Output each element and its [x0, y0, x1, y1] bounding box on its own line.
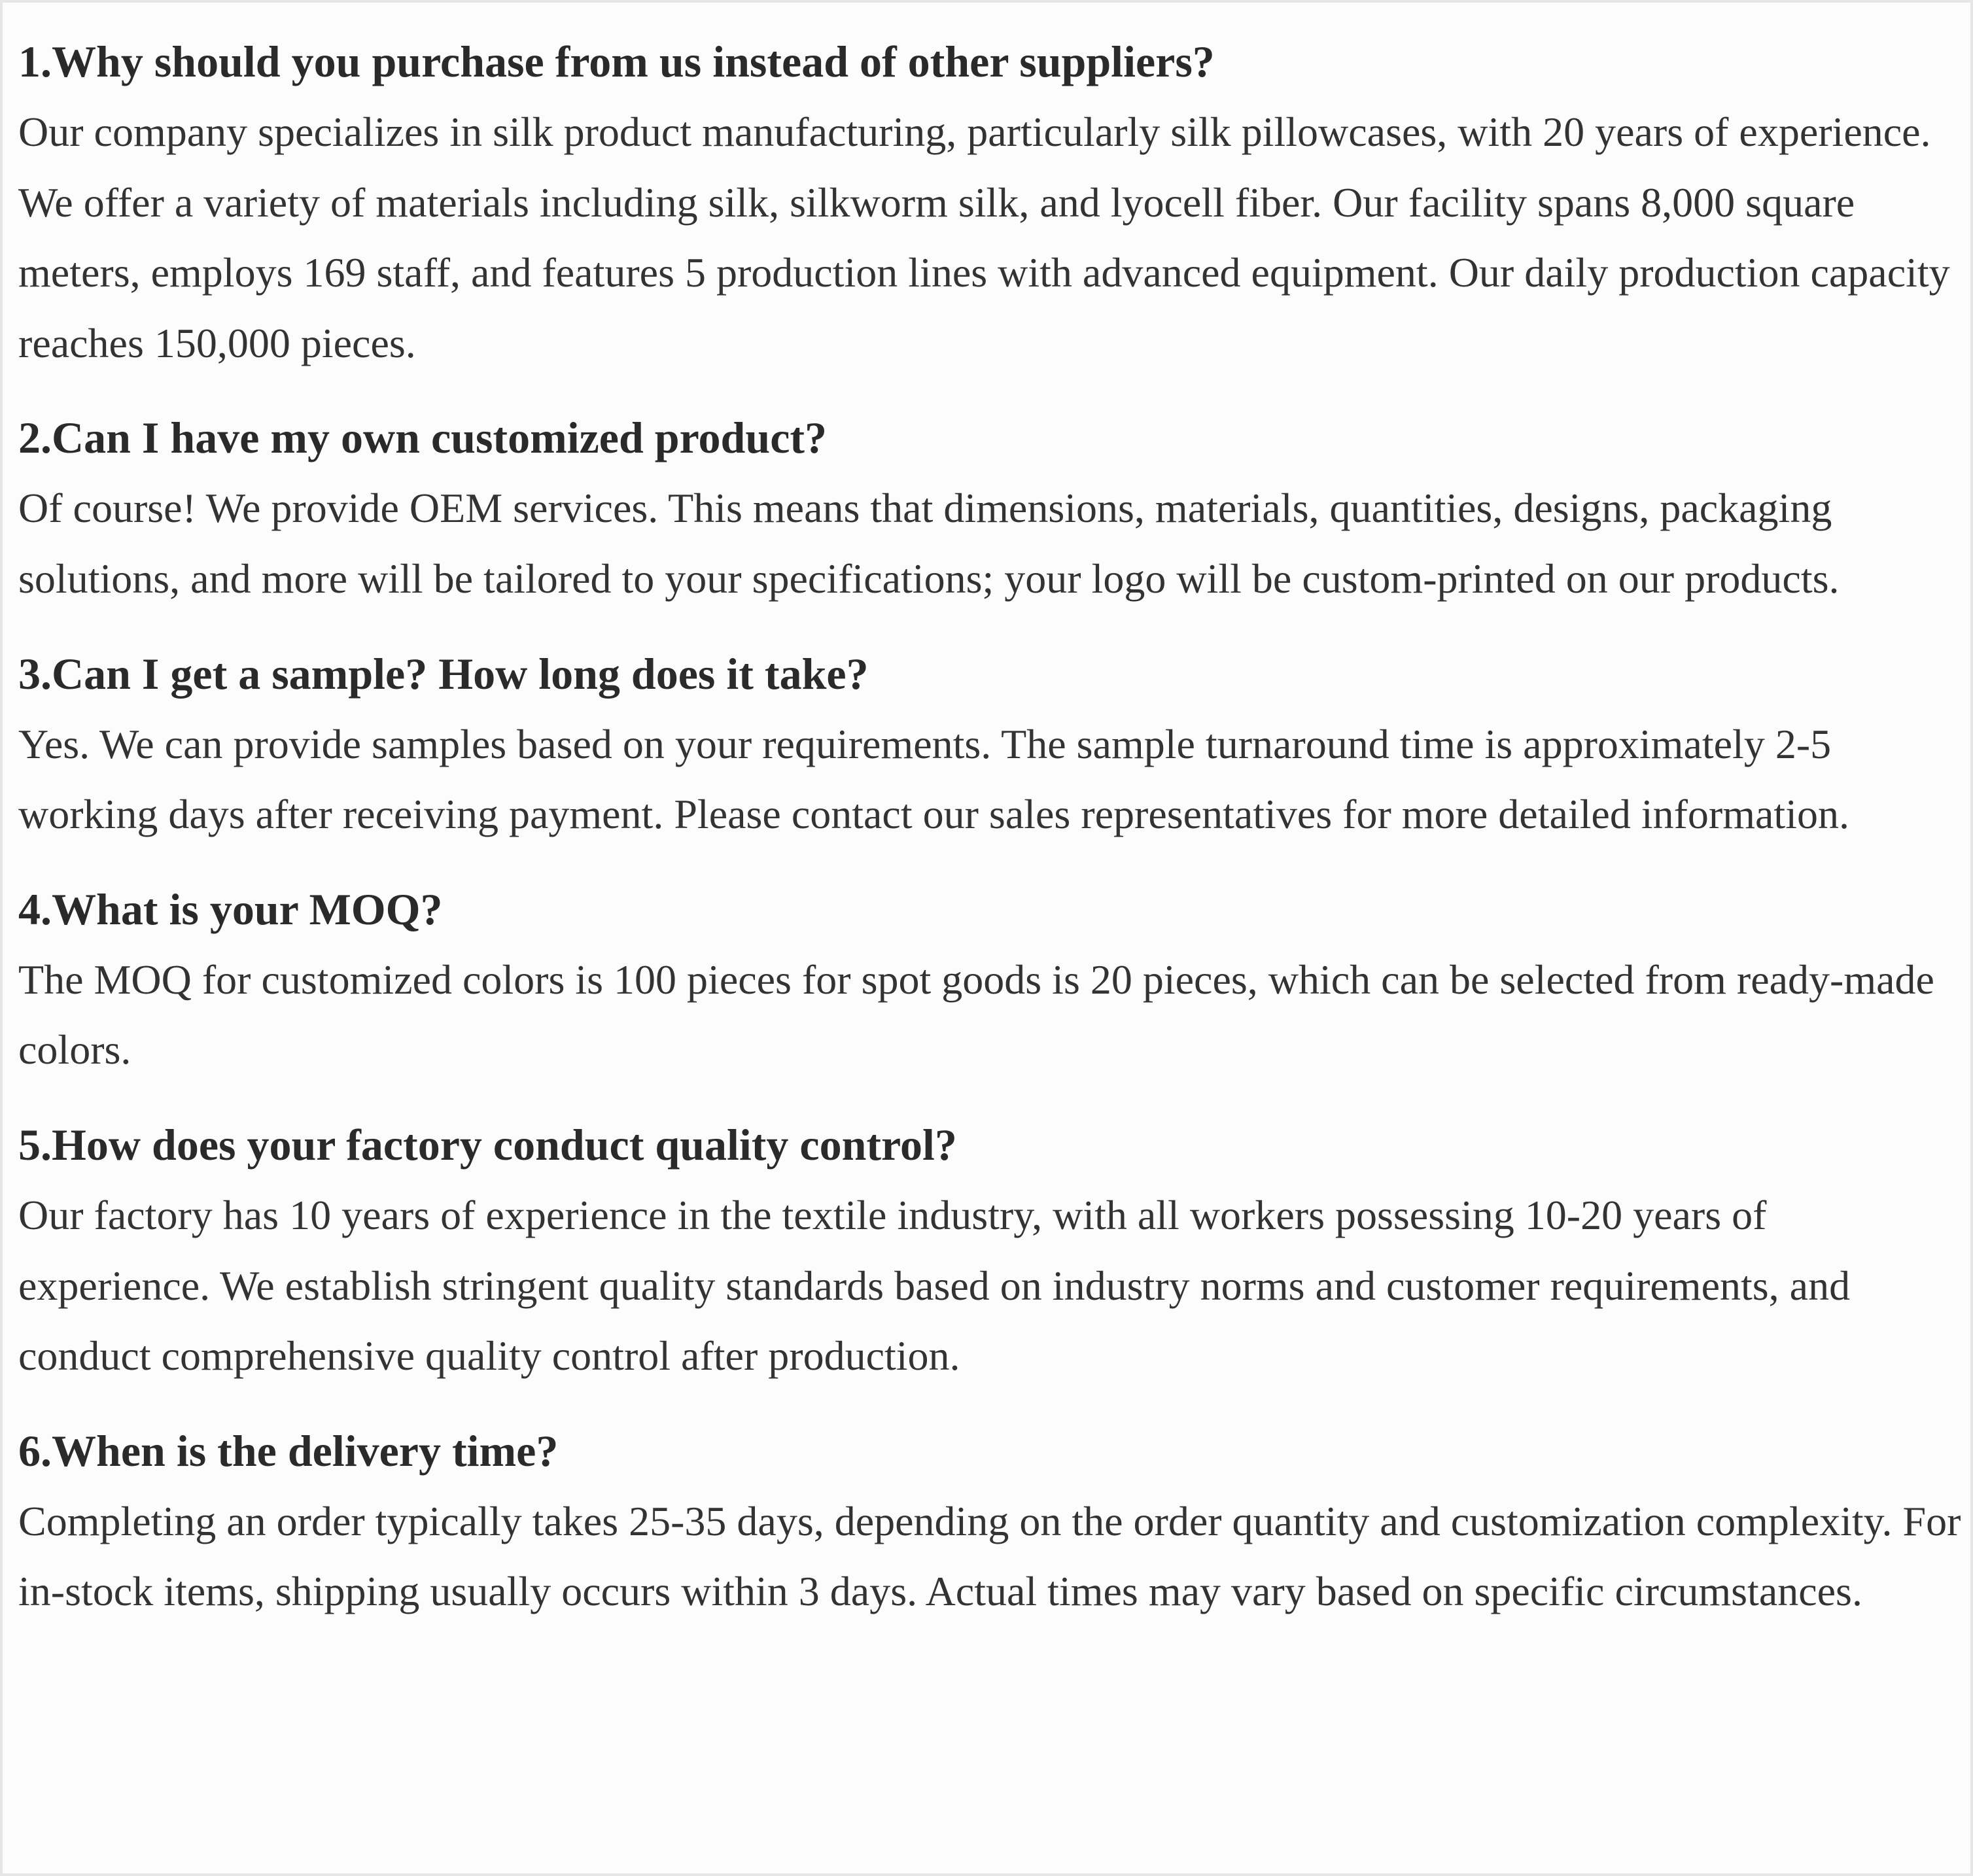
- faq-answer: Yes. We can provide samples based on your requirements. The sample turnaround time is approximately 2-5 working days after receiving payment. Please contact our sales representatives for more detailed information.: [18, 720, 1849, 838]
- faq-question: 4.What is your MOQ?: [18, 884, 443, 934]
- faq-answer: Completing an order typically takes 25-35 days, depending on the order quantity and customization complexity. For in-stock items, shipping usually occurs within 3 days. Actual times may vary based on specific circumstances.: [18, 1497, 1961, 1615]
- faq-question: 1.Why should you purchase from us instead of other suppliers?: [18, 37, 1215, 86]
- faq-answer: Our factory has 10 years of experience in the textile industry, with all workers possessing 10-20 years of experience. We establish stringent quality standards based on industry norms and customer requirements, and conduct comprehensive quality control after production.: [18, 1191, 1851, 1380]
- faq-item: [18, 26, 1968, 378]
- faq-item: [18, 402, 1968, 614]
- faq-item: [18, 874, 1968, 1085]
- faq-question: 3.Can I get a sample? How long does it take?: [18, 648, 869, 699]
- faq-item: [18, 1109, 1968, 1391]
- faq-item: [18, 1416, 1968, 1627]
- faq-item: [18, 638, 1968, 850]
- faq-question: 6.When is the delivery time?: [18, 1425, 559, 1476]
- faq-list: [18, 26, 1968, 1651]
- faq-answer: Our company specializes in silk product manufacturing, particularly silk pillowcases, with 20 years of experience. We offer a variety of materials including silk, silkworm silk, and lyocell fiber. Our facility spans 8,000 square meters, employs 169 staff, and features 5 production lines with advanced equipment. Our daily production capacity reaches 150,000 pieces.: [18, 109, 1950, 366]
- faq-answer: Of course! We provide OEM services. This means that dimensions, materials, quantities, designs, packaging solutions, and more will be tailored to your specifications; your logo will be custom-printed on our products.: [18, 485, 1840, 602]
- faq-answer: The MOQ for customized colors is 100 pieces for spot goods is 20 pieces, which can be selected from ready-made colors.: [18, 956, 1934, 1073]
- faq-question: 5.How does your factory conduct quality control?: [18, 1119, 957, 1170]
- faq-question: 2.Can I have my own customized product?: [18, 413, 828, 463]
